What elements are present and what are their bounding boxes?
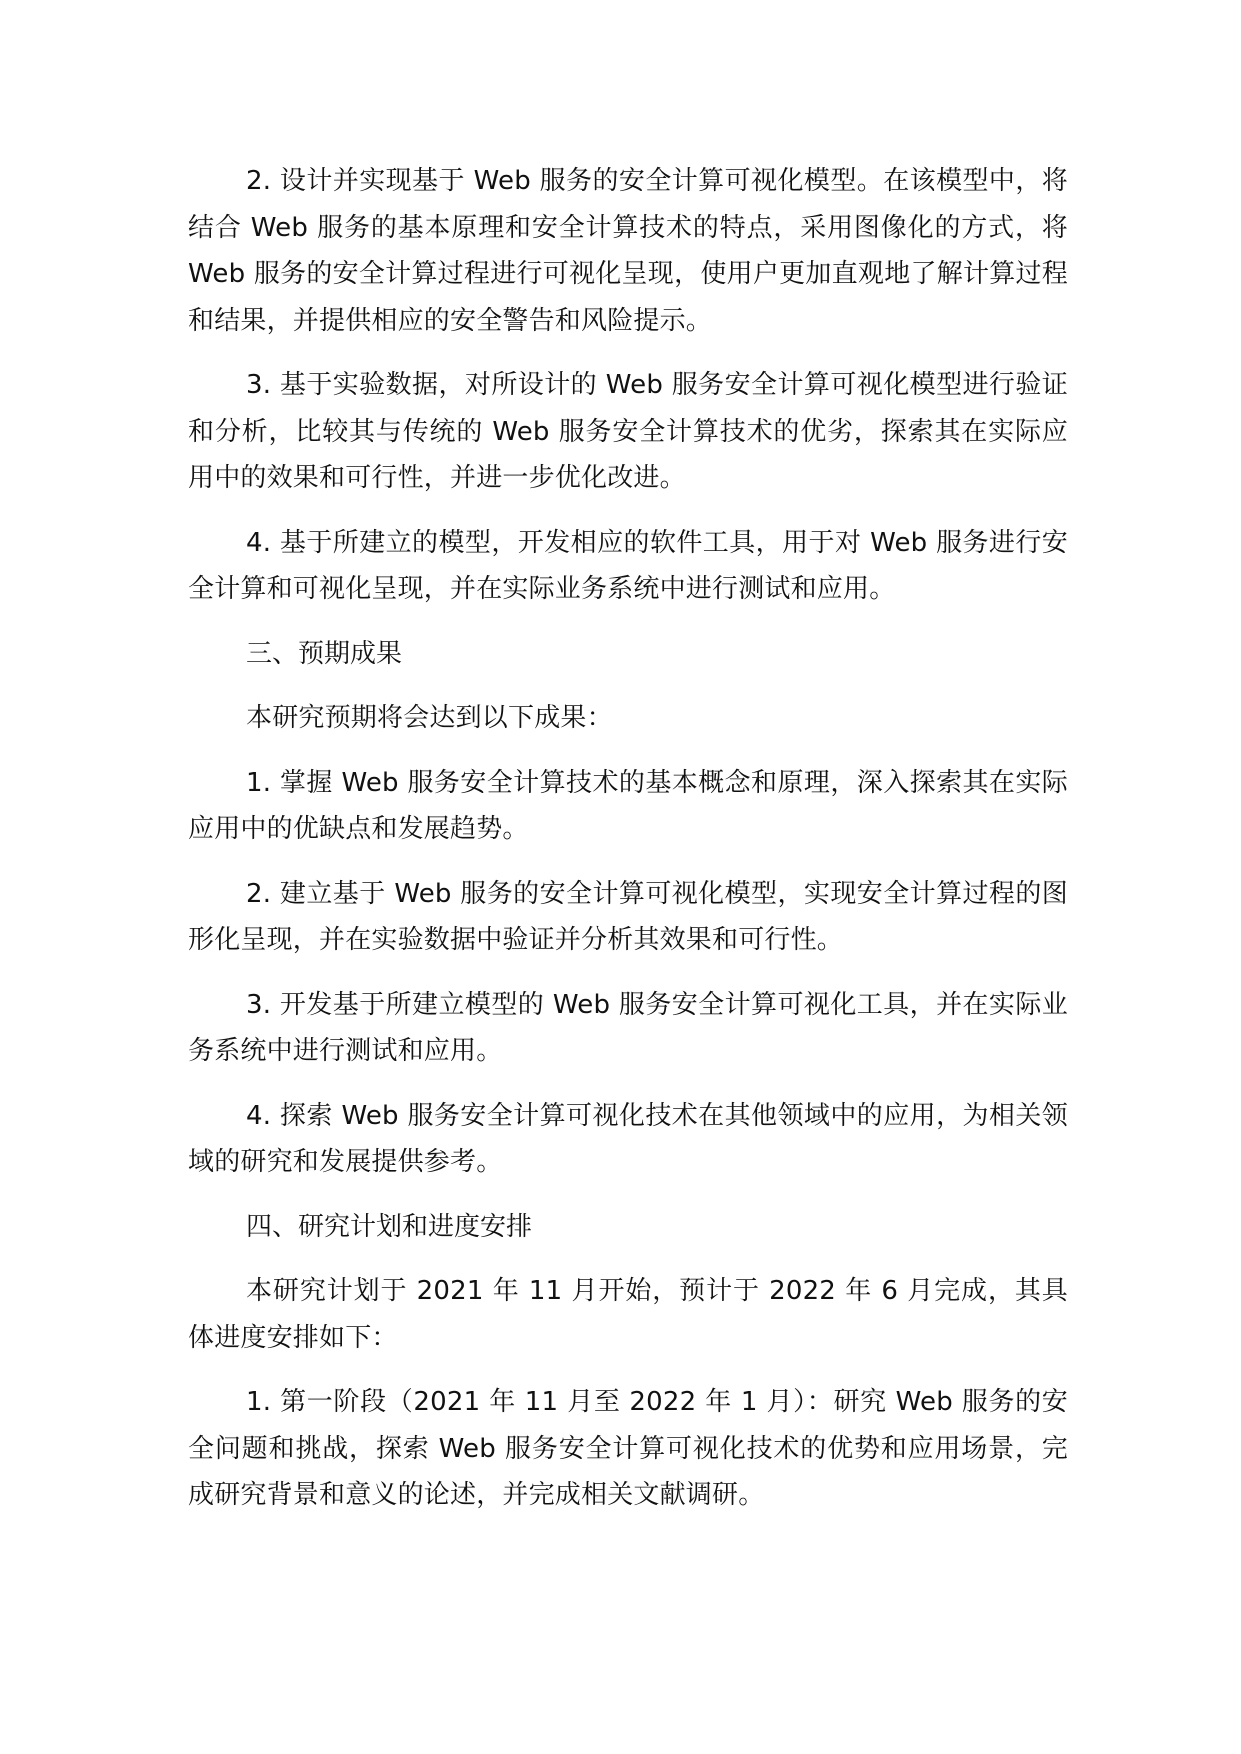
section3-intro: 本研究预期将会达到以下成果： bbox=[246, 703, 613, 733]
paragraph-section3-item-2: 2. 建立基于 Web 服务的安全计算可视化模型，实现安全计算过程的图形化呈现，并在实验数据中验证并分析其效果和可行性。 bbox=[188, 878, 1068, 955]
section4-intro: 本研究计划于 2021 年 11 月开始，预计于 2022 年 6 月完成，其具体进度安排如下： bbox=[188, 1276, 1068, 1353]
paragraph-section2-item-2: 2. 设计并实现基于 Web 服务的安全计算可视化模型。在该模型中，将结合 Web 服务的基本原理和安全计算技术的特点，采用图像化的方式，将 Web 服务的安全计算过程进行可视化呈现，使用户更加直观地了解计算过程和结果，并提供相应的安全警告和风险提示。 bbox=[188, 166, 1068, 336]
section3-heading: 三、预期成果 bbox=[246, 638, 403, 669]
section4-heading: 四、研究计划和进度安排 bbox=[246, 1211, 533, 1242]
paragraph-section3-item-3: 3. 开发基于所建立模型的 Web 服务安全计算可视化工具，并在实际业务系统中进行测试和应用。 bbox=[188, 989, 1068, 1066]
document-page bbox=[188, 158, 1068, 1537]
paragraph-section4-item-1: 1. 第一阶段（2021 年 11 月至 2022 年 1 月）：研究 Web 服务的安全问题和挑战，探索 Web 服务安全计算可视化技术的优势和应用场景，完成研究背景和意义的论述，并完成相关文献调研。 bbox=[188, 1387, 1068, 1510]
paragraph-section2-item-4: 4. 基于所建立的模型，开发相应的软件工具，用于对 Web 服务进行安全计算和可视化呈现，并在实际业务系统中进行测试和应用。 bbox=[188, 527, 1068, 604]
paragraph-section3-item-4: 4. 探索 Web 服务安全计算可视化技术在其他领域中的应用，为相关领域的研究和发展提供参考。 bbox=[188, 1100, 1068, 1177]
paragraph-section3-item-1: 1. 掌握 Web 服务安全计算技术的基本概念和原理，深入探索其在实际应用中的优缺点和发展趋势。 bbox=[188, 767, 1068, 844]
paragraph-section2-item-3: 3. 基于实验数据，对所设计的 Web 服务安全计算可视化模型进行验证和分析，比较其与传统的 Web 服务安全计算技术的优劣，探索其在实际应用中的效果和可行性，并进一步优化改进。 bbox=[188, 370, 1068, 493]
